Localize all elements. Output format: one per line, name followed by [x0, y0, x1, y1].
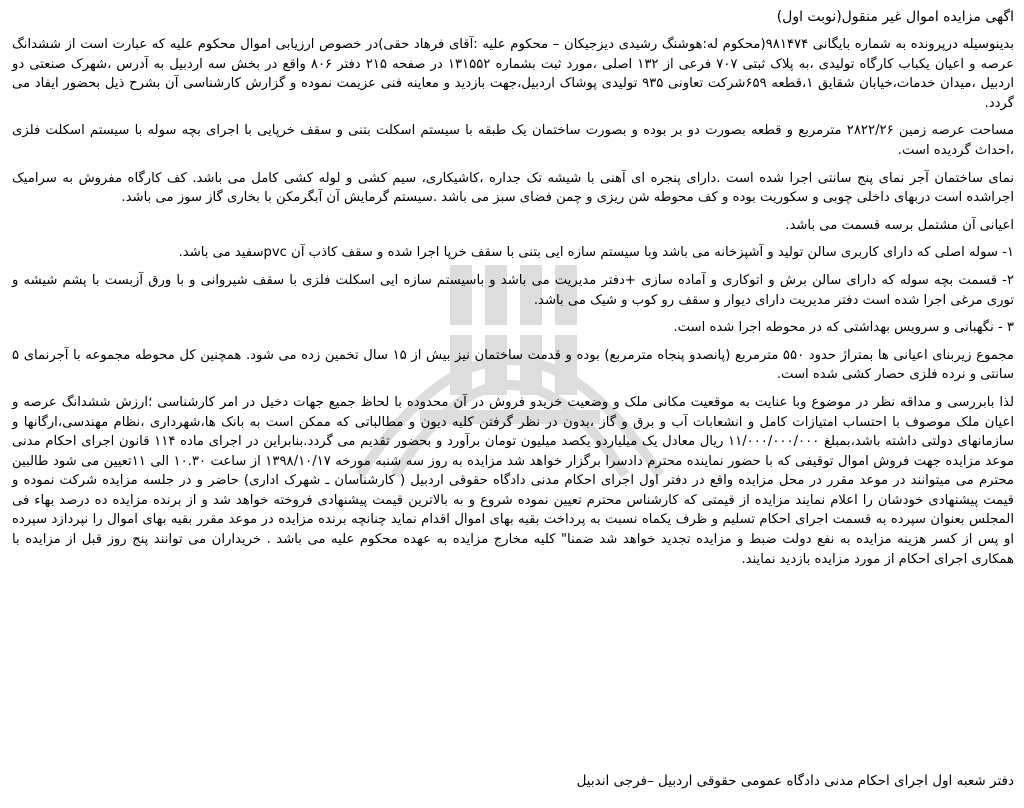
- notice-title: اگهی مزایده اموال غیر منقول(نوبت اول): [776, 9, 1014, 25]
- paragraph-facade: نمای ساختمان آجر نمای پنج سانتی اجرا شده است .دارای پنجره ای آهنی با شیشه تک جداره ،کاشیکاری، سیم کشی و لوله کشی کامل می باشد. کف کارگاه مفروش به سرامیک اجراشده است دربهای داخلی چوبی و سکوریت بوده و کف محوطه شن ریزی و چمن فضای سبز می باشد .سیستم گرمایش آن آبگرمکن با بخاری گاز سوز می باشد.: [12, 170, 1014, 206]
- paragraph-section-3: ۳ - نگهبانی و سرویس بهداشتی که در محوطه اجرا شده است.: [673, 320, 1014, 336]
- paragraph-total-area: مجموع زیربنای اعیانی ها بمتراژ حدود ۵۵۰ مترمربع (پانصدو پنجاه مترمربع) بوده و قدمت ساختمان نیز بیش از ۱۵ سال تخمین زده می شود. همچنین کل محوطه مجموعه با آجرنمای ۵ سانتی و نرده فلزی حصار کشی شده است.: [12, 347, 1014, 383]
- paragraph-valuation-auction: لذا بابررسی و مداقه نظر در موضوع وبا عنایت به موقعیت مکانی ملک و وضعیت خریدو فروش در آن محدوده با لحاظ جمیع جهات دخیل در امر کارشناسی ؛ارزش ششدانگ عرصه و اعیان ملک موصوف با احتساب امتیازات کامل و انشعابات آب و برق و گاز ،بدون در نظر گرفتن کلیه دیون و مطالباتی که ممکن است به بانک ها،شهرداری ،نظام مهندسی،ارگانها و سازمانهای دولتی داشته باشد،بمبلغ ۱۱/۰۰۰/۰۰۰/۰۰۰ ریال معادل یک میلیاردو یکصد میلیون تومان برآورد و بحضور تقدیم می گردد.بنابراین در اجرای ماده ۱۱۴ قانون اجرای احکام مدنی موعد مزایده جهت فروش اموال توقیفی که با حضور نماینده محترم دادسرا برگزار خواهد شد مزایده به روز سه شنبه مورخه ۱۳۹۸/۱۰/۱۷ از ساعت ۱۰.۳۰ الی ۱۱تعیین می شود طالبین محترم می میتوانند در موعد مقرر در محل مزایده واقع در دفتر اول اجرای احکام مدنی دادگاه حقوقی اردبیل ( کارشناسان ـ شهرک اداری) حاضر و در جلسه مزایده شرکت نموده و قیمت پیشنهادی خودشان را اعلام نمایند مزایده از قیمتی که کارشناس محترم تعیین نموده شروع و به بالاترین قیمت پیشنهادی فروخته خواهد شد و از برنده مزایده ده درصد بهاء فی المجلس بعنوان سپرده به قسمت اجرای احکام تسلیم و ظرف یکماه نسبت به پرداخت بقیه بهای اموال اقدام نماید چنانچه برنده مزایده در موعد مقرر بقیه بهای اموال را نپردازد سپرده او پس از کسر هزینه مزایده به نفع دولت ضبط و مزایده تجدید خواهد شد ضمنا" کلیه مخارج مزایده به عهده محکوم علیه می باشد . خریداران می توانند پنج روز قبل از مزایده با همکاری اجرای احکام از مورد مزایده بازدید نمایند.: [12, 394, 1015, 567]
- paragraph-land-area: مساحت عرصه زمین ۲۸۲۲/۲۶ مترمربع و قطعه بصورت دو بر بوده و بصورت ساختمان یک طبقه با سیستم اسکلت بتنی و سقف خرپایی با اجرای بچه سوله با سیستم اسکلت فلزی ،احداث گردیده است.: [12, 123, 1015, 158]
- paragraph-section-1: ۱- سوله اصلی که دارای کاربری سالن تولید و آشپزخانه می باشد وبا سیستم سازه ایی بتنی با سقف خرپا اجرا شده و سقف کاذب آن pvcسفید می باشد.: [178, 245, 1014, 261]
- paragraph-intro: بدینوسیله درپرونده به شماره بایگانی ۹۸۱۴۷۴(محکوم له:هوشنگ رشیدی دیزجیکان – محکوم علیه :آقای فرهاد حقی)در خصوص ارزیابی اموال محکوم علیه که عبارت است از ششدانگ عرصه و اعیان یکباب کارگاه تولیدی ،به پلاک ثبتی ۷۰۷ فرعی از ۱۳۲ اصلی ،مورد ثبت بشماره ۱۳۱۵۵۲ در صفحه ۲۱۵ دفتر ۸۰۶ واقع در بخش سه اردبیل به آدرس ،شهرک صنعتی دو اردبیل ،میدان خدمات،خیابان شقایق ۱،قطعه ۶۵۹شرکت تعاونی ۹۳۵ تولیدی پوشاک اردبیل،جهت بازدید و معاینه فنی عزیمت نموده و گزارش کارشناسی آن بشرح ذیل بحضور ایفاد می گردد.: [12, 37, 1015, 111]
- paragraph-sections-heading: اعیانی آن مشتمل برسه قسمت می باشد.: [785, 217, 1014, 233]
- paragraph-section-2: ۲- قسمت بچه سوله که دارای سالن برش و اتوکاری و آماده سازی +دفتر مدیریت می باشد و باسیستم سازه ایی اسکلت فلزی با سقف شیروانی و با ورق آزبست با پشم شیشه و توری مرغی اجرا شده است دفتر مدیریت دارای دیوار و سقف رو کوب و شیک می باشد.: [12, 272, 1014, 308]
- notice-footer: دفتر شعبه اول اجرای احکام مدنی دادگاه عمومی حقوقی اردبیل –فرجی اندبیل: [576, 773, 1014, 789]
